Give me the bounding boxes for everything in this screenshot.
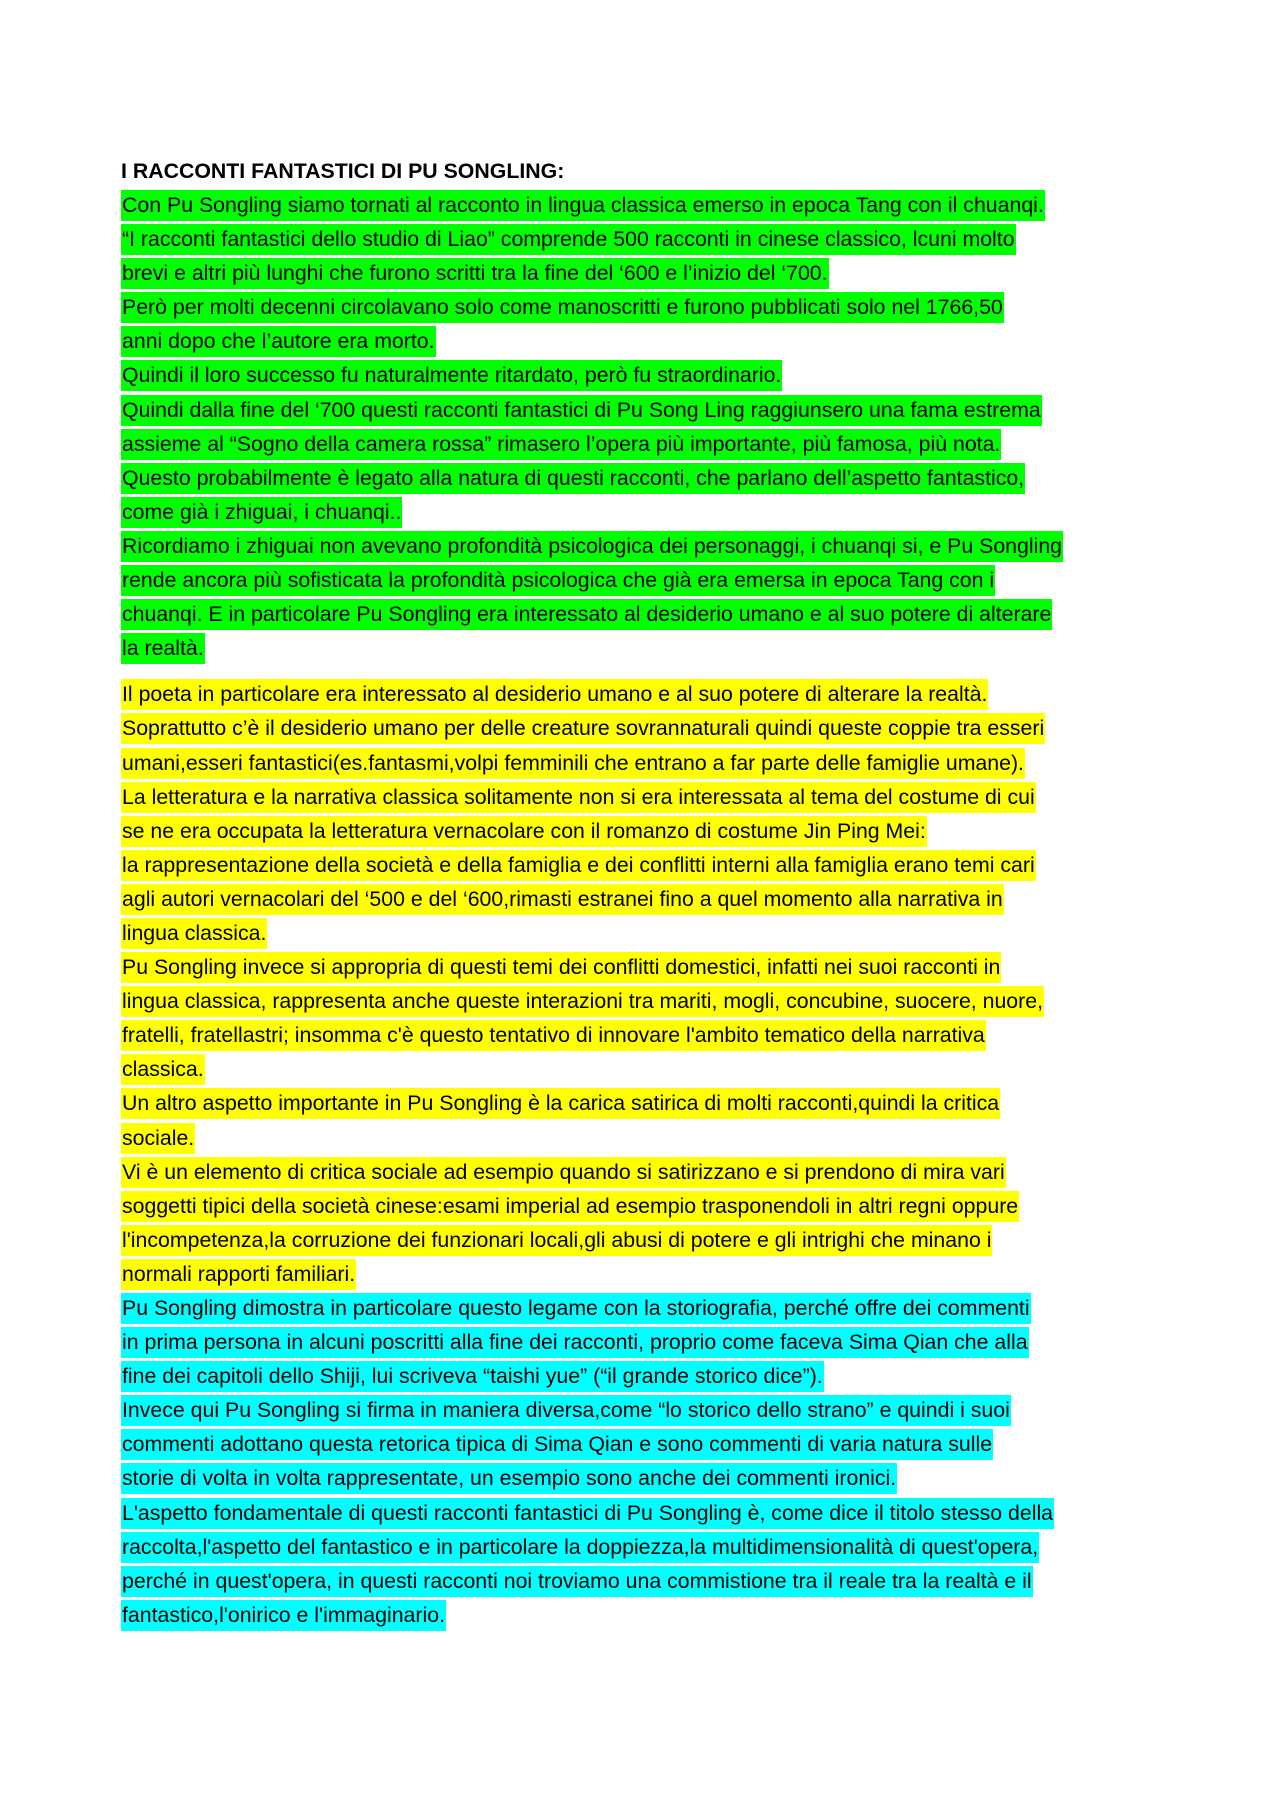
document-page bbox=[121, 154, 1171, 1632]
document-title: I RACCONTI FANTASTICI DI PU SONGLING: bbox=[121, 159, 565, 183]
text-line bbox=[121, 780, 1171, 814]
highlighted-text: fine dei capitoli dello Shiji, lui scriveva “taishi yue” (“il grande storico dice”). bbox=[121, 1361, 824, 1392]
highlighted-text: rende ancora più sofisticata la profondità psicologica che già era emersa in epoca Tang con i bbox=[121, 565, 995, 596]
highlighted-text: normali rapporti familiari. bbox=[121, 1259, 356, 1290]
highlighted-text: la rappresentazione della società e della famiglia e dei conflitti interni alla famiglia erano temi cari bbox=[121, 850, 1036, 881]
highlighted-text: Quindi dalla fine del ‘700 questi racconti fantastici di Pu Song Ling raggiunsero una fama estrema bbox=[121, 395, 1042, 426]
highlighted-text: Pu Songling invece si appropria di questi temi dei conflitti domestici, infatti nei suoi racconti in bbox=[121, 952, 1001, 983]
highlighted-text: lingua classica, rappresenta anche queste interazioni tra mariti, mogli, concubine, suocere, nuore, bbox=[121, 986, 1044, 1017]
text-line bbox=[121, 1496, 1171, 1530]
text-line bbox=[121, 882, 1171, 916]
highlighted-text: agli autori vernacolari del ‘500 e del ‘600,rimasti estranei fino a quel momento alla narrativa in bbox=[121, 884, 1004, 915]
text-line bbox=[121, 1052, 1171, 1086]
text-line bbox=[121, 1223, 1171, 1257]
highlighted-text: in prima persona in alcuni poscritti alla fine dei racconti, proprio come faceva Sima Qian che alla bbox=[121, 1327, 1029, 1358]
highlighted-text: Ricordiamo i zhiguai non avevano profondità psicologica dei personaggi, i chuanqi si, e Pu Songling bbox=[121, 531, 1063, 562]
highlighted-text: fratelli, fratellastri; insomma c'è questo tentativo di innovare l'ambito tematico della narrativa bbox=[121, 1020, 986, 1051]
document-body bbox=[121, 188, 1171, 1632]
text-line bbox=[121, 393, 1171, 427]
highlighted-text: classica. bbox=[121, 1054, 205, 1085]
text-line bbox=[121, 631, 1171, 665]
highlighted-text: perché in quest'opera, in questi racconti noi troviamo una commistione tra il reale tra la realtà e il bbox=[121, 1566, 1033, 1597]
highlighted-section-yellow bbox=[121, 677, 1171, 1291]
text-line bbox=[121, 597, 1171, 631]
highlighted-text: La letteratura e la narrativa classica solitamente non si era interessata al tema del costume di cui bbox=[121, 782, 1036, 813]
text-line bbox=[121, 848, 1171, 882]
highlighted-text: Quindi il loro successo fu naturalmente ritardato, però fu straordinario. bbox=[121, 360, 782, 391]
highlighted-text: Invece qui Pu Songling si firma in maniera diversa,come “lo storico dello strano” e quindi i suoi bbox=[121, 1395, 1011, 1426]
text-line bbox=[121, 1598, 1171, 1632]
highlighted-text: la realtà. bbox=[121, 633, 205, 664]
highlighted-text: come già i zhiguai, i chuanqi.. bbox=[121, 497, 402, 528]
text-line bbox=[121, 256, 1171, 290]
text-line bbox=[121, 950, 1171, 984]
highlighted-text: fantastico,l'onirico e l'immaginario. bbox=[121, 1600, 446, 1631]
highlighted-section-cyan bbox=[121, 1291, 1171, 1632]
text-line bbox=[121, 1291, 1171, 1325]
highlighted-text: se ne era occupata la letteratura vernacolare con il romanzo di costume Jin Ping Mei: bbox=[121, 816, 927, 847]
text-line bbox=[121, 814, 1171, 848]
text-line bbox=[121, 529, 1171, 563]
highlighted-text: l'incompetenza,la corruzione dei funzionari locali,gli abusi di potere e gli intrighi che minano i bbox=[121, 1225, 992, 1256]
text-line bbox=[121, 1393, 1171, 1427]
highlighted-text: Però per molti decenni circolavano solo come manoscritti e furono pubblicati solo nel 1766,50 bbox=[121, 292, 1004, 323]
highlighted-section-green bbox=[121, 188, 1171, 665]
highlighted-text: “I racconti fantastici dello studio di Liao” comprende 500 racconti in cinese classico, lcuni molto bbox=[121, 224, 1016, 255]
text-line bbox=[121, 1530, 1171, 1564]
text-line bbox=[121, 222, 1171, 256]
text-line bbox=[121, 916, 1171, 950]
highlighted-text: storie di volta in volta rappresentate, un esempio sono anche dei commenti ironici. bbox=[121, 1463, 897, 1494]
text-line bbox=[121, 984, 1171, 1018]
text-line bbox=[121, 746, 1171, 780]
highlighted-text: Vi è un elemento di critica sociale ad esempio quando si satirizzano e si prendono di mira vari bbox=[121, 1157, 1006, 1188]
text-line bbox=[121, 1564, 1171, 1598]
text-line bbox=[121, 1018, 1171, 1052]
highlighted-text: sociale. bbox=[121, 1123, 195, 1154]
text-line bbox=[121, 1461, 1171, 1495]
text-line bbox=[121, 1427, 1171, 1461]
text-line bbox=[121, 563, 1171, 597]
text-line bbox=[121, 1155, 1171, 1189]
highlighted-text: raccolta,l'aspetto del fantastico e in particolare la doppiezza,la multidimensionalità di quest'opera, bbox=[121, 1532, 1039, 1563]
paragraph-gap bbox=[121, 665, 1171, 677]
highlighted-text: commenti adottano questa retorica tipica di Sima Qian e sono commenti di varia natura sulle bbox=[121, 1429, 993, 1460]
highlighted-text: brevi e altri più lunghi che furono scritti tra la fine del ‘600 e l’inizio del ‘700. bbox=[121, 258, 829, 289]
text-line bbox=[121, 1359, 1171, 1393]
highlighted-text: Un altro aspetto importante in Pu Songling è la carica satirica di molti racconti,quindi la critica bbox=[121, 1088, 1000, 1119]
highlighted-text: Il poeta in particolare era interessato al desiderio umano e al suo potere di alterare la realtà. bbox=[121, 679, 988, 710]
text-line bbox=[121, 1086, 1171, 1120]
text-line bbox=[121, 711, 1171, 745]
text-line bbox=[121, 1189, 1171, 1223]
text-line bbox=[121, 461, 1171, 495]
text-line bbox=[121, 290, 1171, 324]
highlighted-text: L'aspetto fondamentale di questi racconti fantastici di Pu Songling è, come dice il titolo stesso della bbox=[121, 1498, 1054, 1529]
text-line bbox=[121, 1325, 1171, 1359]
highlighted-text: Soprattutto c’è il desiderio umano per delle creature sovrannaturali quindi queste coppie tra esseri bbox=[121, 713, 1045, 744]
highlighted-text: Con Pu Songling siamo tornati al racconto in lingua classica emerso in epoca Tang con il chuanqi. bbox=[121, 190, 1045, 221]
highlighted-text: anni dopo che l’autore era morto. bbox=[121, 326, 436, 357]
highlighted-text: umani,esseri fantastici(es.fantasmi,volpi femminili che entrano a far parte delle famiglie umane). bbox=[121, 748, 1025, 779]
text-line bbox=[121, 188, 1171, 222]
text-line bbox=[121, 495, 1171, 529]
text-line bbox=[121, 677, 1171, 711]
text-line bbox=[121, 427, 1171, 461]
text-line bbox=[121, 358, 1171, 392]
highlighted-text: soggetti tipici della società cinese:esami imperial ad esempio trasponendoli in altri regni oppure bbox=[121, 1191, 1019, 1222]
text-line bbox=[121, 1257, 1171, 1291]
highlighted-text: Pu Songling dimostra in particolare questo legame con la storiografia, perché offre dei commenti bbox=[121, 1293, 1031, 1324]
text-line bbox=[121, 324, 1171, 358]
highlighted-text: lingua classica. bbox=[121, 918, 267, 949]
text-line bbox=[121, 1121, 1171, 1155]
highlighted-text: Questo probabilmente è legato alla natura di questi racconti, che parlano dell’aspetto fantastico, bbox=[121, 463, 1025, 494]
highlighted-text: chuanqi. E in particolare Pu Songling era interessato al desiderio umano e al suo potere di alterare bbox=[121, 599, 1052, 630]
highlighted-text: assieme al “Sogno della camera rossa” rimasero l’opera più importante, più famosa, più nota. bbox=[121, 429, 1001, 460]
